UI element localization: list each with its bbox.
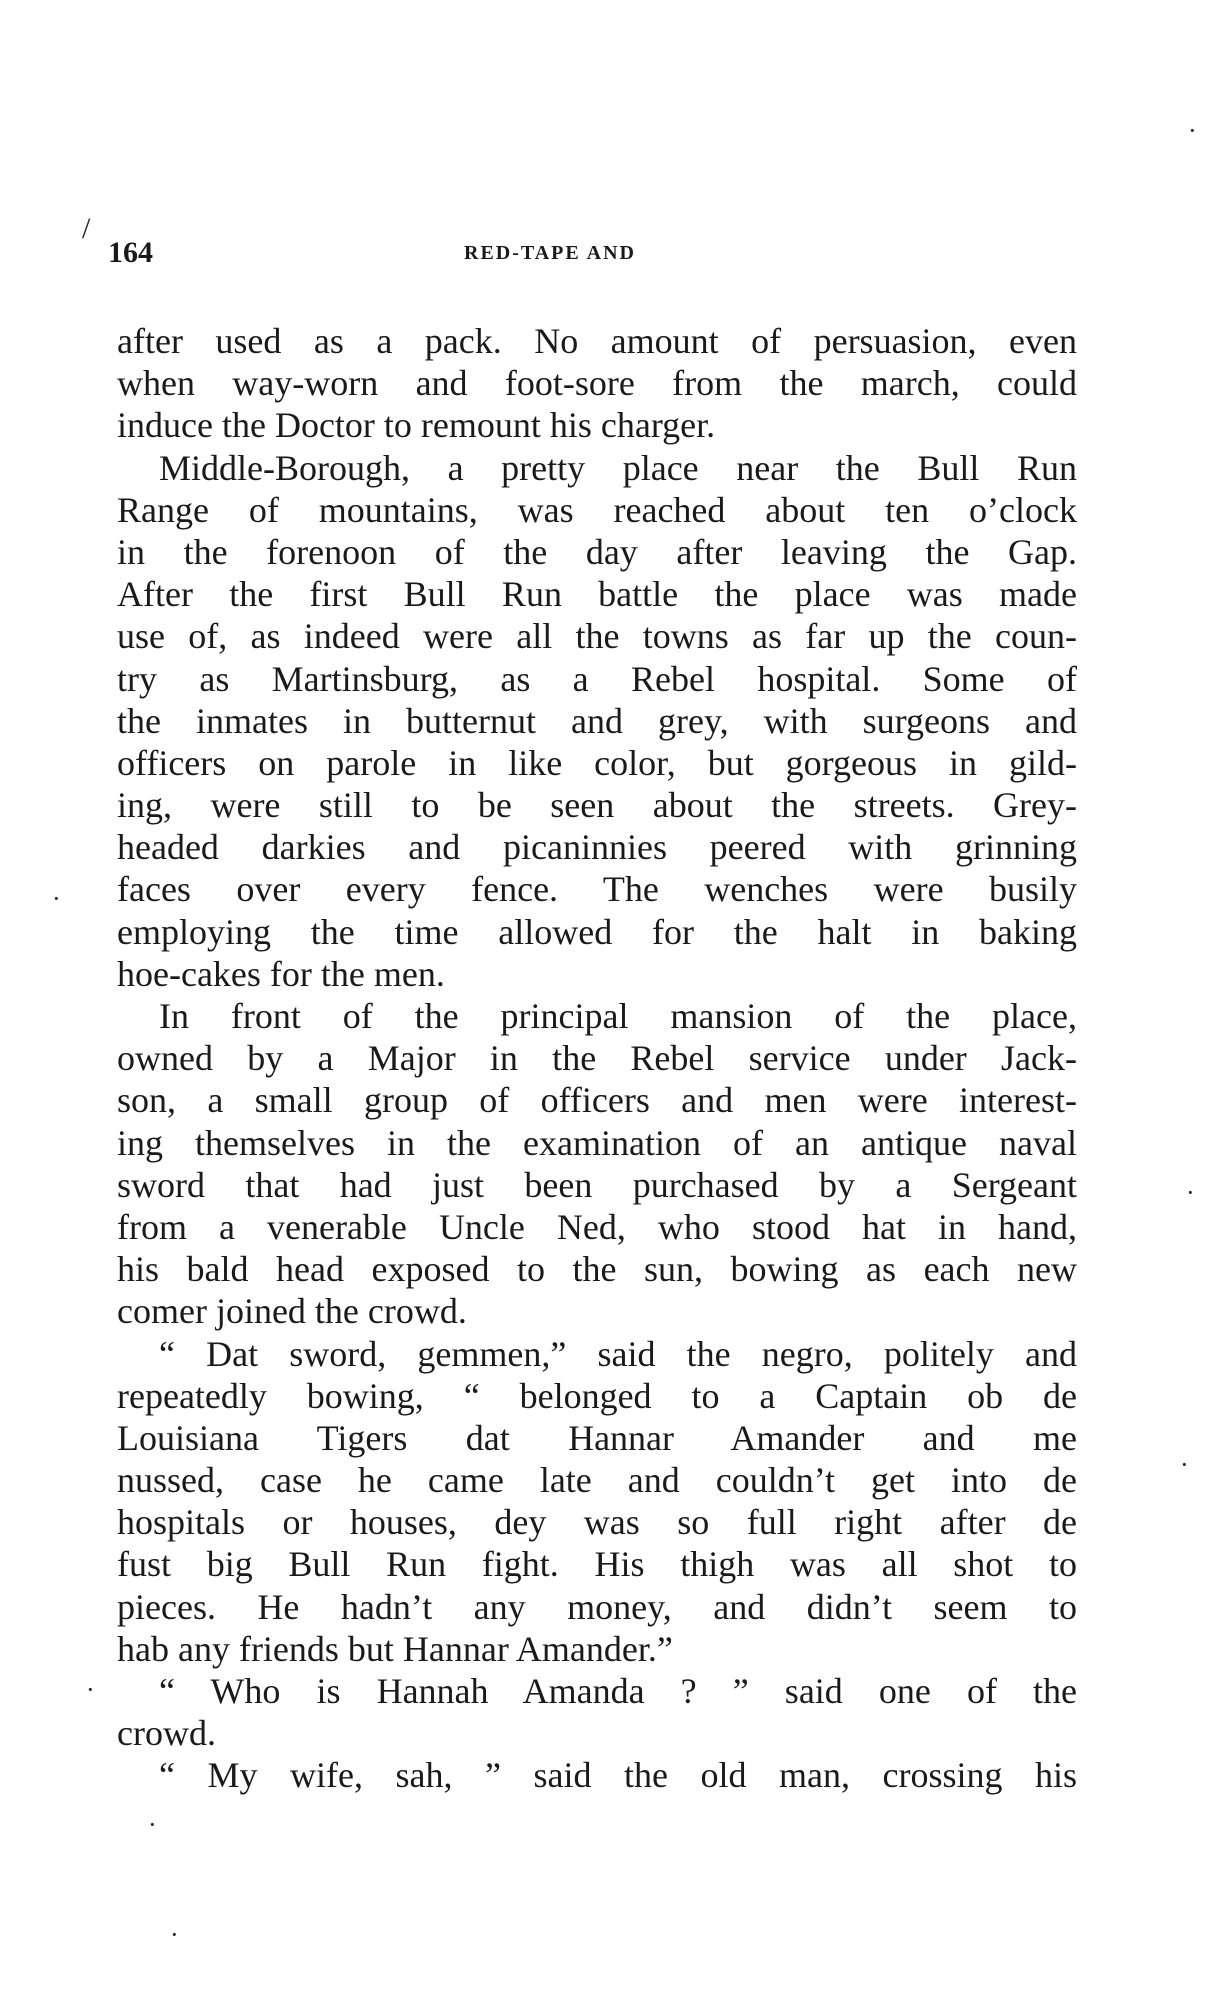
text-line: headed darkies and picaninnies peered with grinning [117,827,1077,868]
ink-mark: / [82,212,91,245]
text-line: ing, were still to be seen about the streets. Grey- [117,785,1077,826]
text-line: ing themselves in the examination of an antique naval [117,1122,1077,1163]
text-line: officers on parole in like color, but gorgeous in gild- [117,742,1077,783]
running-head: RED-TAPE AND [464,242,636,264]
ink-dot: · [1188,116,1197,145]
text-line: hospitals or houses, dey was so full right after de [117,1502,1077,1543]
text-line: “ Dat sword, gemmen,” said the negro, politely and [159,1333,1077,1374]
text-line: repeatedly bowing, “ belonged to a Captain ob de [117,1375,1077,1416]
text-line: comer joined the crowd. [117,1291,467,1332]
text-line: hab any friends but Hannar Amander.” [117,1628,673,1669]
page-number: 164 [108,236,153,269]
text-line: after used as a pack. No amount of persuasion, even [117,321,1077,361]
text-line: use of, as indeed were all the towns as far up the coun- [117,616,1077,657]
text-line: hoe-cakes for the men. [117,953,445,994]
text-line: Range of mountains, was reached about ten o’clock [117,489,1077,530]
ink-dot: · [1180,1450,1189,1479]
text-line: sword that had just been purchased by a Sergeant [117,1164,1077,1205]
ink-dot: · [170,1920,179,1949]
text-line: Louisiana Tigers dat Hannar Amander and me [117,1417,1077,1458]
text-line: crowd. [117,1713,216,1754]
text-line: Middle-Borough, a pretty place near the Bull Run [159,447,1077,488]
text-line: fust big Bull Run fight. His thigh was all shot to [117,1544,1077,1585]
text-line: son, a small group of officers and men were interest- [117,1080,1077,1121]
ink-dot: · [86,1675,95,1704]
ink-dot: · [1186,1178,1195,1207]
text-line: the inmates in butternut and grey, with surgeons and [117,700,1077,741]
text-line: pieces. He hadn’t any money, and didn’t seem to [117,1586,1077,1627]
text-line: when way-worn and foot-sore from the march, could [117,363,1077,404]
text-line: “ Who is Hannah Amanda ? ” said one of the [159,1671,1077,1711]
text-line: After the first Bull Run battle the place was made [117,574,1077,615]
text-line: “ My wife, sah, ” said the old man, crossing his [159,1755,1077,1796]
text-line: his bald head exposed to the sun, bowing as each new [117,1249,1077,1290]
text-line: In front of the principal mansion of the place, [159,996,1077,1036]
text-line: employing the time allowed for the halt in baking [117,911,1077,952]
text-line: nussed, case he came late and couldn’t get into de [117,1460,1077,1501]
ink-dot: · [52,884,61,913]
body-text [117,320,1077,1797]
page-header [108,236,1093,276]
text-line: owned by a Major in the Rebel service under Jack- [117,1038,1077,1079]
text-line: in the forenoon of the day after leaving the Gap. [117,531,1077,572]
text-line: from a venerable Uncle Ned, who stood hat in hand, [117,1206,1077,1247]
text-line: induce the Doctor to remount his charger. [117,405,716,446]
text-line: try as Martinsburg, as a Rebel hospital. Some of [117,658,1077,699]
ink-dot: · [148,1810,157,1839]
text-line: faces over every fence. The wenches were busily [117,869,1077,910]
